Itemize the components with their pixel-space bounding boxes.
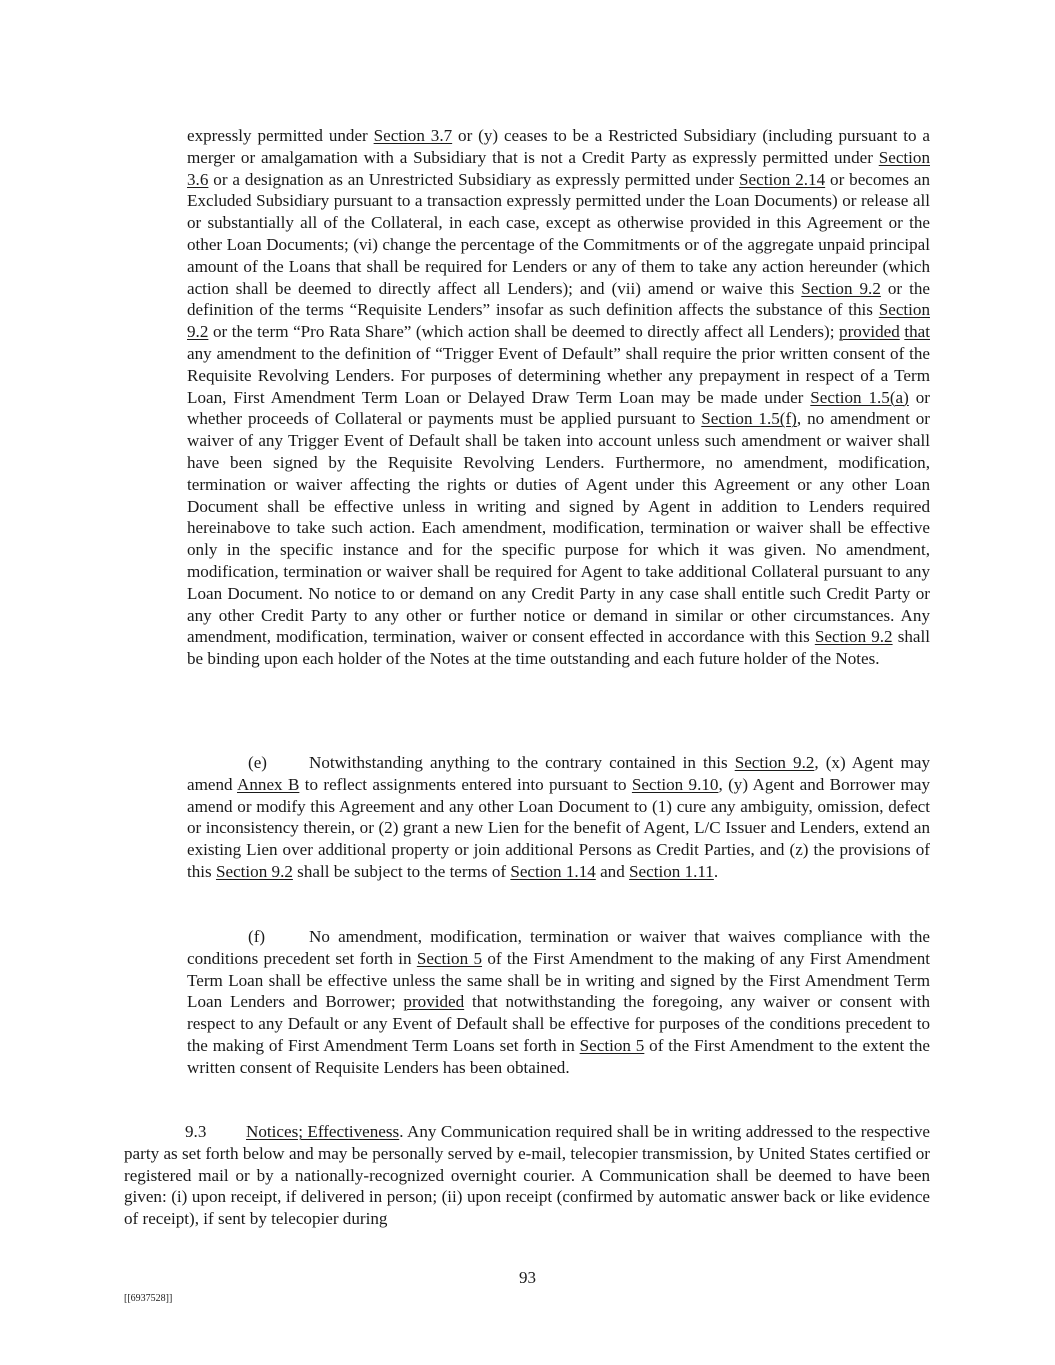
text-segment: , (x) Agent may amend xyxy=(187,753,930,794)
emphasis-provided: provided xyxy=(403,992,465,1012)
paragraph-e xyxy=(187,752,930,883)
section-reference: Section 5 xyxy=(579,1035,645,1055)
section-reference: Section 3.7 xyxy=(373,126,453,145)
text-segment: or a designation as an Unrestricted Subsidiary as expressly permitted under xyxy=(208,169,740,189)
section-reference: Section 5 xyxy=(416,948,482,968)
section-heading: Notices; Effectiveness xyxy=(246,1122,400,1141)
section-reference: Section 1.14 xyxy=(510,861,596,881)
section-reference: Section 9.2 xyxy=(187,300,930,342)
paragraph-label: (e) xyxy=(248,753,267,772)
annex-reference: Annex B xyxy=(237,774,300,794)
section-number: 9.3 xyxy=(185,1122,207,1141)
section-reference: Section 9.2 xyxy=(734,753,815,772)
text-segment: shall be binding upon each holder of the Notes at the time outstanding and each future holder of the Notes. xyxy=(187,627,931,669)
paragraph-continued xyxy=(187,125,930,670)
text-segment: and xyxy=(595,861,630,881)
text-segment: or whether proceeds of Collateral or payments must be applied pursuant to xyxy=(187,387,930,429)
section-reference: Section 9.2 xyxy=(801,278,881,298)
section-reference: Section 1.5(a) xyxy=(810,387,909,407)
section-reference: Section 1.11 xyxy=(629,861,714,881)
text-segment: of the First Amendment to the extent the written consent of Requisite Lenders has been obtained. xyxy=(187,1035,931,1077)
section-reference: Section 2.14 xyxy=(739,169,826,189)
text-segment: or (y) ceases to be a Restricted Subsidiary (including pursuant to a merger or amalgamation with a Subsidiary that is not a Credit Party as expressly permitted under xyxy=(187,126,930,167)
page-number: 93 xyxy=(519,1268,536,1287)
text-segment: that notwithstanding the foregoing, any waiver or consent with respect to any Default or any Event of Default shall be effective for purposes of the conditions precedent to the making of First Amendment Term Loans set forth in xyxy=(187,992,930,1055)
text-segment: Notwithstanding anything to the contrary contained in this xyxy=(309,753,735,772)
section-9-3 xyxy=(124,1121,930,1230)
text-segment: No amendment, modification, termination or waiver that waives compliance with the conditions precedent set forth in xyxy=(187,927,930,968)
section-reference: Section 9.10 xyxy=(631,774,719,794)
text-segment: expressly permitted under xyxy=(187,126,374,145)
paragraph-label: (f) xyxy=(248,927,266,946)
emphasis-that: that xyxy=(904,322,930,342)
text-segment: to reflect assignments entered into pursuant to xyxy=(299,774,632,794)
text-segment: of the First Amendment to the making of any First Amendment Term Loan shall be effective unless the same shall be in writing and signed by the First Amendment Term Loan Lenders and Borrower; xyxy=(187,948,930,1012)
text-segment: any amendment to the definition of “Trigger Event of Default” shall require the prior written consent of the Requisite Revolving Lenders. For purposes of determining whether any prepayment in respect of a Term Loan, First Amendment Term Loan or Delayed Draw Term Loan may be made under xyxy=(187,343,930,407)
text-segment: , (y) Agent and Borrower may amend or modify this Agreement and any other Loan Document to (1) cure any ambiguity, omission, defect or inconsistency therein, or (2) grant a new Lien for the benefit of Agent, L/C Issuer and Lenders, extend an existing Lien over additional property or join additional Persons as Credit Parties, and (z) the provisions of this xyxy=(187,774,930,881)
text-segment: or the definition of the terms “Requisite Lenders” insofar as such definition affects the substance of this xyxy=(187,278,930,320)
text-segment: or becomes an Excluded Subsidiary pursuant to a transaction expressly permitted under the Loan Documents) or release all or substantially all of the Collateral, in each case, except as otherwise provided in this Agreement or the other Loan Documents; (vi) change the percentage of the Commitments or of the aggregate unpaid principal amount of the Loans that shall be required for Lenders or any of them to take any action hereunder (which action shall be deemed to directly affect all Lenders); and (vii) amend or waive this xyxy=(187,169,931,298)
emphasis-provided: provided xyxy=(839,322,900,342)
section-reference: Section 9.2 xyxy=(814,627,893,647)
document-id: [[6937528]] xyxy=(124,1293,173,1304)
paragraph-f xyxy=(187,926,930,1079)
section-reference: Section 1.5(f) xyxy=(701,409,797,429)
text-segment: , no amendment or waiver of any Trigger Event of Default shall be taken into account unless such amendment or waiver shall have been signed by the Requisite Revolving Lenders. Furthermore, no amendment, modification, termination or waiver affecting the rights or duties of Agent under this Agreement or any other Loan Document shall be effective unless in writing and signed by Agent in addition to Lenders required hereinabove to take such action. Each amendment, modification, termination or waiver shall be effective only in the specific instance and for the specific purpose for which it was given. No amendment, modification, termination or waiver shall be required for Agent to take additional Collateral pursuant to any Loan Document. No notice to or demand on any Credit Party in any case shall entitle such Credit Party or any other Credit Party to any other or further notice or demand in similar or other circumstances. Any amendment, modification, termination, waiver or consent effected in accordance with this xyxy=(187,409,930,647)
text-segment: . Any Communication required shall be in writing addressed to the respective party as set forth below and may be personally served by e-mail, telecopier transmission, by United States certified or registered mail or by a nationally-recognized overnight courier. A Communication shall be deemed to have been given: (i) upon receipt, if delivered in person; (ii) upon receipt (confirmed by automatic answer back or like evidence of receipt), if sent by telecopier during xyxy=(124,1122,930,1229)
text-segment: shall be subject to the terms of xyxy=(292,861,511,881)
section-reference: Section 9.2 xyxy=(215,861,293,881)
text-segment: . xyxy=(713,861,719,881)
section-reference: Section 3.6 xyxy=(187,147,930,189)
text-segment: or the term “Pro Rata Share” (which action shall be deemed to directly affect all Lenders); xyxy=(208,322,840,342)
